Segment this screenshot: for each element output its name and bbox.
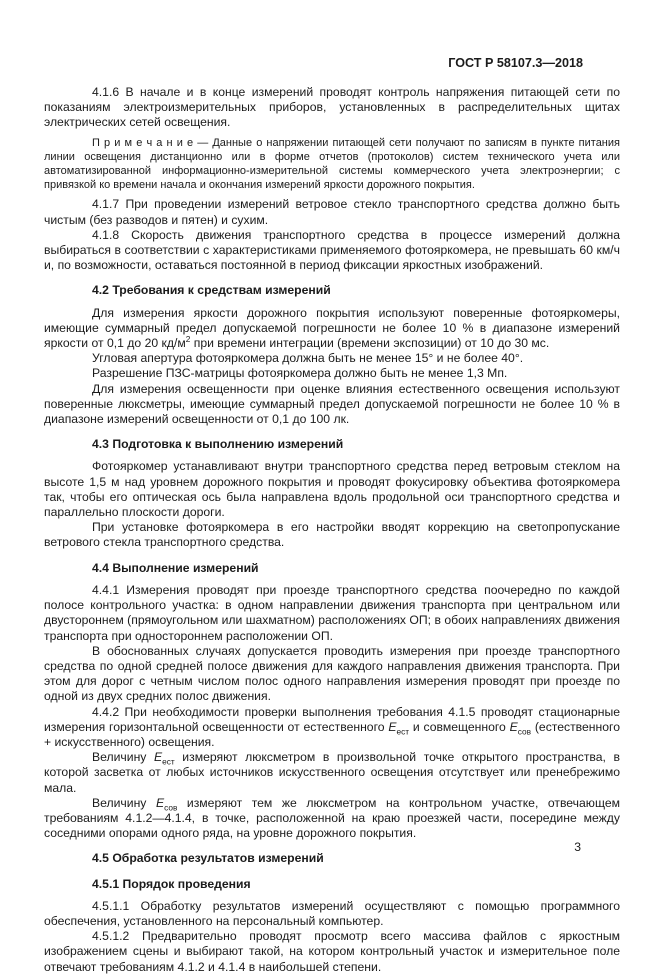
paragraph: При установке фотояркомера в его настройки вводят коррекцию на светопропускание ветрового стекла транспортного средства.	[44, 520, 620, 550]
text-run-i: E	[155, 795, 165, 810]
section-heading: 4.4 Выполнение измерений	[92, 560, 259, 575]
document-body	[44, 85, 620, 975]
text-run-i: E	[154, 750, 163, 765]
text-run-sub: ест	[162, 756, 175, 767]
paragraph: 4.5.1.1 Обработку результатов измерений осуществляют с помощью программного обеспечения, установленного на персональный компьютер.	[44, 898, 620, 928]
text-run-sub: сов	[164, 802, 178, 813]
document-header: ГОСТ Р 58107.3—2018	[448, 56, 583, 70]
paragraph: Величину $E_{ест}$ измеряют люксметром в произвольной точке открытого пространства, в которой засветка от любых источников искусственного освещения отсутствует или пренебрежимо мала.	[44, 750, 620, 795]
paragraph: 4.1.6 В начале и в конце измерений проводят контроль напряжения питающей сети по показаниям электроизмерительных приборов, установленных в распределительных щитах электрических сетей освещения.	[44, 85, 620, 130]
text-run-i: E	[388, 719, 397, 734]
section-heading: 4.3 Подготовка к выполнению измерений	[92, 437, 344, 452]
paragraph: Для измерения освещенности при оценке влияния естественного освещения используют поверенные люксметры, имеющие суммарный предел допускаемой погрешности не более 10 % в диапазоне измерений освещенности от 0,1 до 100 лк.	[44, 381, 620, 427]
text-run-sup: 2	[185, 333, 191, 344]
section-heading: 4.2 Требования к средствам измерений	[92, 283, 331, 298]
paragraph: Разрешение ПЗС-матрицы фотояркомера должно быть не менее 1,3 Мп.	[92, 366, 508, 381]
paragraph: Величину $E_{сов}$ измеряют тем же люксметром на контрольном участке, отвечающем требованиям 4.1.2—4.1.4, в точке, расположенной на краю проезжей части, посередине между соседними опорами одного ряда, на уровне дорожного покрытия.	[44, 795, 620, 841]
text-run-sub: сов	[517, 726, 532, 737]
paragraph: 4.1.8 Скорость движения транспортного средства в процессе измерений должна выбираться в соответствии с характеристиками применяемого фотояркомера, не превышать 60 км/ч и, по возможности, оставаться постоянной в период фиксации яркостных изображений.	[44, 227, 620, 273]
note: П р и м е ч а н и е — Данные о напряжении питающей сети получают по записям в пункте питания линии освещения дистанционно или в форме отчетов (протоколов) систем технического учета или автоматизированной информационно-измерительной системы коммерческого учета электроэнергии; с привязкой ко времени начала и окончания измерений яркости дорожного покрытия.	[44, 136, 620, 192]
text-run-i: E	[509, 719, 518, 734]
paragraph: 4.4.2 При необходимости проверки выполнения требования 4.1.5 проводят стационарные измерения горизонтальной освещенности от естественного $E_{ест}$ и совмещенного $E_{сов}$ (естественного + искусственного) освещения.	[44, 704, 620, 749]
text-run-sub: ест	[396, 726, 410, 737]
section-heading: 4.5 Обработка результатов измерений	[92, 851, 324, 866]
paragraph: 4.5.1.2 Предварительно проводят просмотр всего массива файлов с яркостным изображением сцены и выбирают такой, на котором контрольный участок и измерительное поле отвечают требованиям 4.1.2 и 4.1.4 в наибольшей степени.	[44, 929, 620, 974]
page-number: 3	[574, 840, 581, 854]
paragraph: В обоснованных случаях допускается проводить измерения при проезде транспортного средства по одной средней полосе движения для каждого направления движения транспорта. При этом для дорог с четным числом полос одного направления измерения проводят при проезде по одной из двух средних полос движения.	[44, 643, 620, 704]
paragraph: Угловая апертура фотояркомера должна быть не менее 15° и не более 40°.	[92, 351, 524, 366]
paragraph: 4.4.1 Измерения проводят при проезде транспортного средства поочередно по каждой полосе контрольного участка: в одном направлении движения транспорта при центральном или двустороннем (прямоугольном или шахматном) расположениях ОП; в обоих направлениях движения транспорта при одностороннем расположении ОП.	[44, 582, 620, 643]
paragraph: 4.1.7 При проведении измерений ветровое стекло транспортного средства должно быть чистым (без разводов и пятен) и сухим.	[44, 197, 620, 227]
section-heading: 4.5.1 Порядок проведения	[92, 876, 251, 891]
paragraph: Для измерения яркости дорожного покрытия используют поверенные фотояркомеры, имеющие суммарный предел допускаемой погрешности не более 10 % в диапазоне измерений яркости от 0,1 до 20 $кд/м^2$ при времени интеграции (времени экспозиции) от 10 до 30 мс.	[44, 305, 620, 351]
paragraph: Фотояркомер устанавливают внутри транспортного средства перед ветровым стеклом на высоте 1,5 м над уровнем дорожного покрытия и проводят фокусировку объектива фотояркомера так, чтобы его оптическая ось была направлена вдоль продольной оси транспортного средства и параллельно плоскости дороги.	[44, 459, 620, 520]
